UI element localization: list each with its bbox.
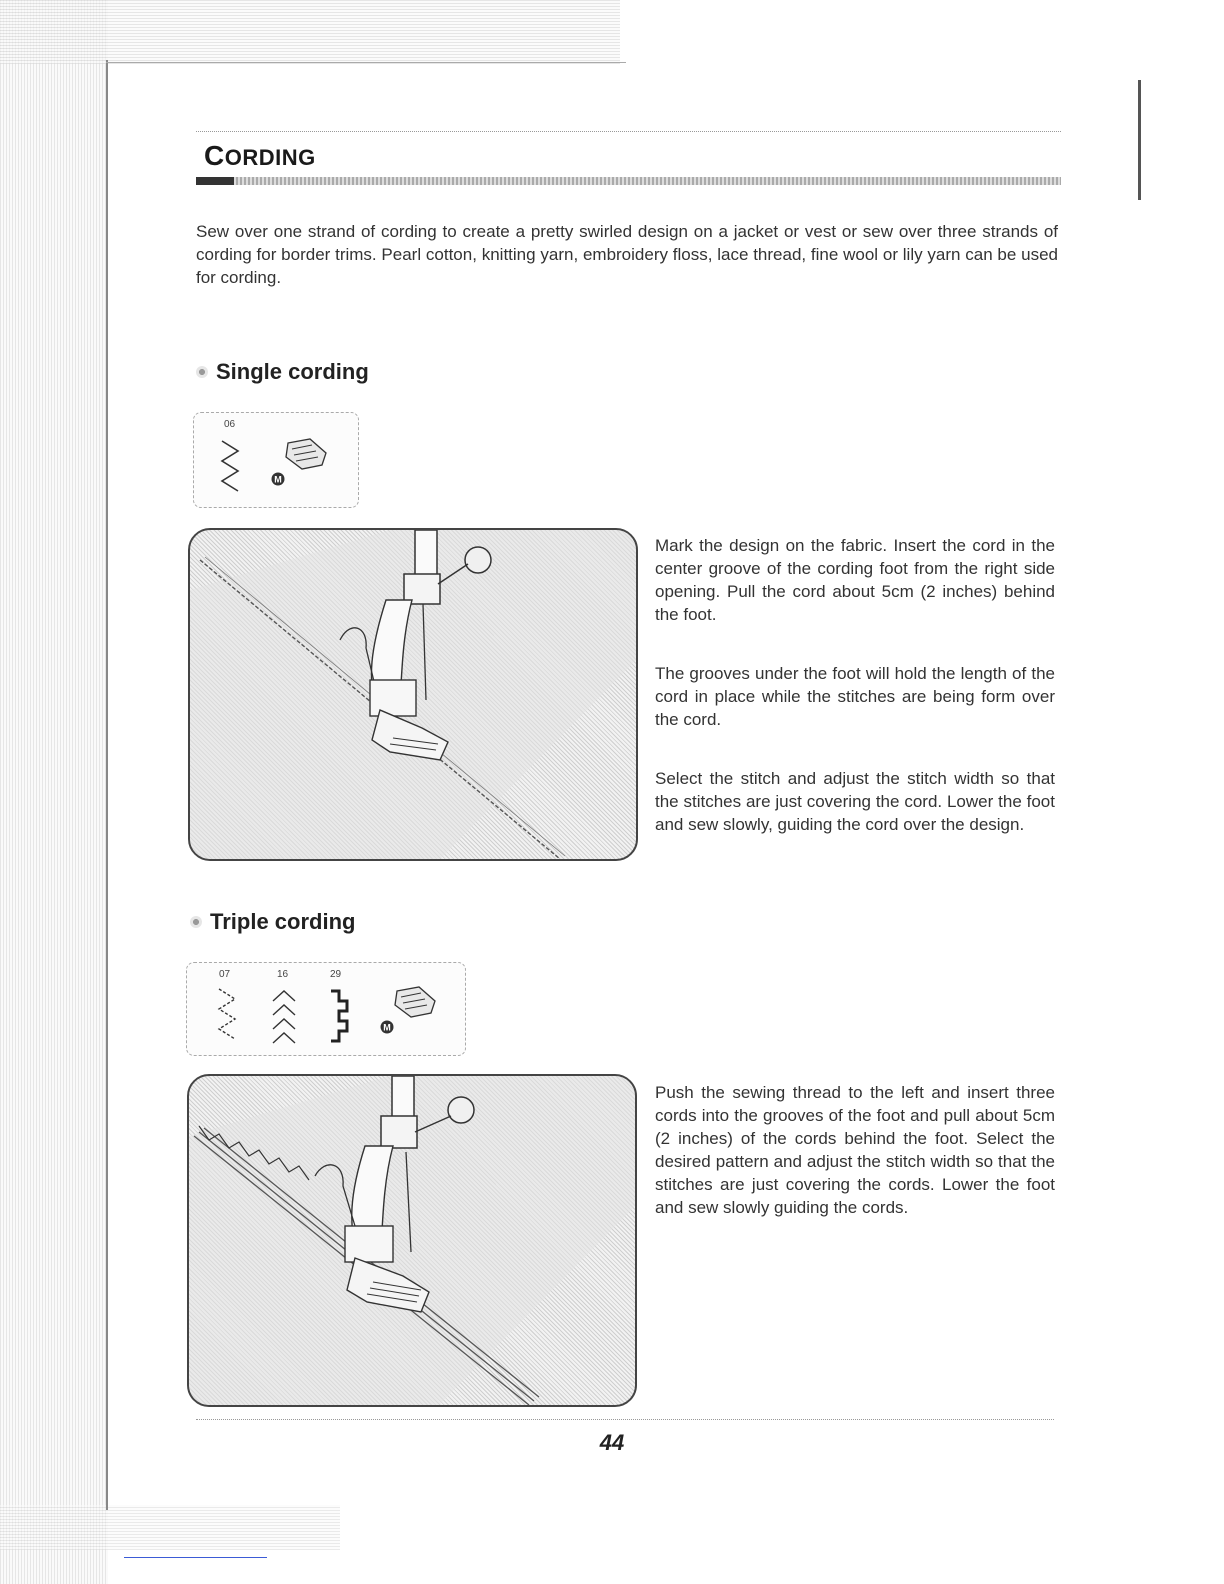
title-underline bbox=[196, 177, 1061, 185]
zigzag-stitch-icon bbox=[218, 439, 244, 495]
bullet-icon bbox=[196, 366, 208, 378]
single-stitch-box bbox=[193, 412, 359, 508]
title-rest: ORDING bbox=[224, 145, 316, 170]
stitch-number: 06 bbox=[224, 419, 236, 430]
sewing-foot-illustration bbox=[189, 1076, 635, 1405]
block-stitch-icon bbox=[327, 987, 351, 1045]
page-border-left bbox=[106, 60, 108, 1510]
single-step-1: Mark the design on the fabric. Insert the cord in the center groove of the cording foot from the right side opening. Pull the cord about 5cm (2 inches) behind the foot. bbox=[655, 536, 1055, 624]
triple-cording-title: Triple cording bbox=[210, 909, 356, 934]
scan-shadow-bottom bbox=[0, 1505, 340, 1550]
cording-foot-icon bbox=[375, 983, 441, 1039]
bottom-rule bbox=[196, 1419, 1054, 1420]
stitch-number: 29 bbox=[330, 969, 342, 980]
scan-shadow-top bbox=[0, 0, 620, 64]
triple-cording-heading bbox=[190, 909, 355, 935]
multi-zigzag-stitch-icon bbox=[215, 987, 241, 1045]
sewing-foot-illustration bbox=[190, 530, 636, 859]
intro-paragraph: Sew over one strand of cording to create a pretty swirled design on a jacket or vest or sew over three strands of cording for border trims. Pearl cotton, knitting yarn, embroidery floss, lace thread, fine wool or lily yarn can be used for cording. bbox=[196, 222, 1058, 287]
page-edge-mark bbox=[1138, 80, 1141, 200]
page-number: 44 bbox=[599, 1430, 625, 1455]
triple-stitch-box bbox=[186, 962, 466, 1056]
page-title bbox=[204, 140, 316, 172]
single-step-2: The grooves under the foot will hold the length of the cord in place while the stitches are being form over the cord. bbox=[655, 664, 1055, 729]
stitch-number: 07 bbox=[219, 969, 231, 980]
feather-stitch-icon bbox=[269, 987, 299, 1045]
page-border-top bbox=[106, 62, 626, 63]
single-cording-heading bbox=[196, 359, 369, 385]
top-rule bbox=[196, 131, 1061, 132]
single-cording-title: Single cording bbox=[216, 359, 369, 384]
triple-step-1: Push the sewing thread to the left and insert three cords into the grooves of the foot and pull about 5cm (2 inches) of the cords behind the foot. Select the desired pattern and adjust the stitch width so that the stitches are just covering the cords. Lower the foot and sew slowly guiding the cords. bbox=[655, 1083, 1055, 1217]
presser-foot-label: M bbox=[383, 1022, 391, 1033]
scan-marker-line bbox=[124, 1557, 267, 1558]
title-initial: C bbox=[204, 140, 225, 171]
scan-shadow-left bbox=[0, 0, 108, 1584]
stitch-number: 16 bbox=[277, 969, 289, 980]
single-cording-illustration bbox=[188, 528, 638, 861]
presser-foot-label: M bbox=[274, 474, 282, 485]
bullet-icon bbox=[190, 916, 202, 928]
triple-cording-illustration bbox=[187, 1074, 637, 1407]
cording-foot-icon bbox=[266, 435, 332, 491]
single-step-3: Select the stitch and adjust the stitch width so that the stitches are just covering the cord. Lower the foot and sew slowly, guiding the cord over the design. bbox=[655, 769, 1055, 834]
